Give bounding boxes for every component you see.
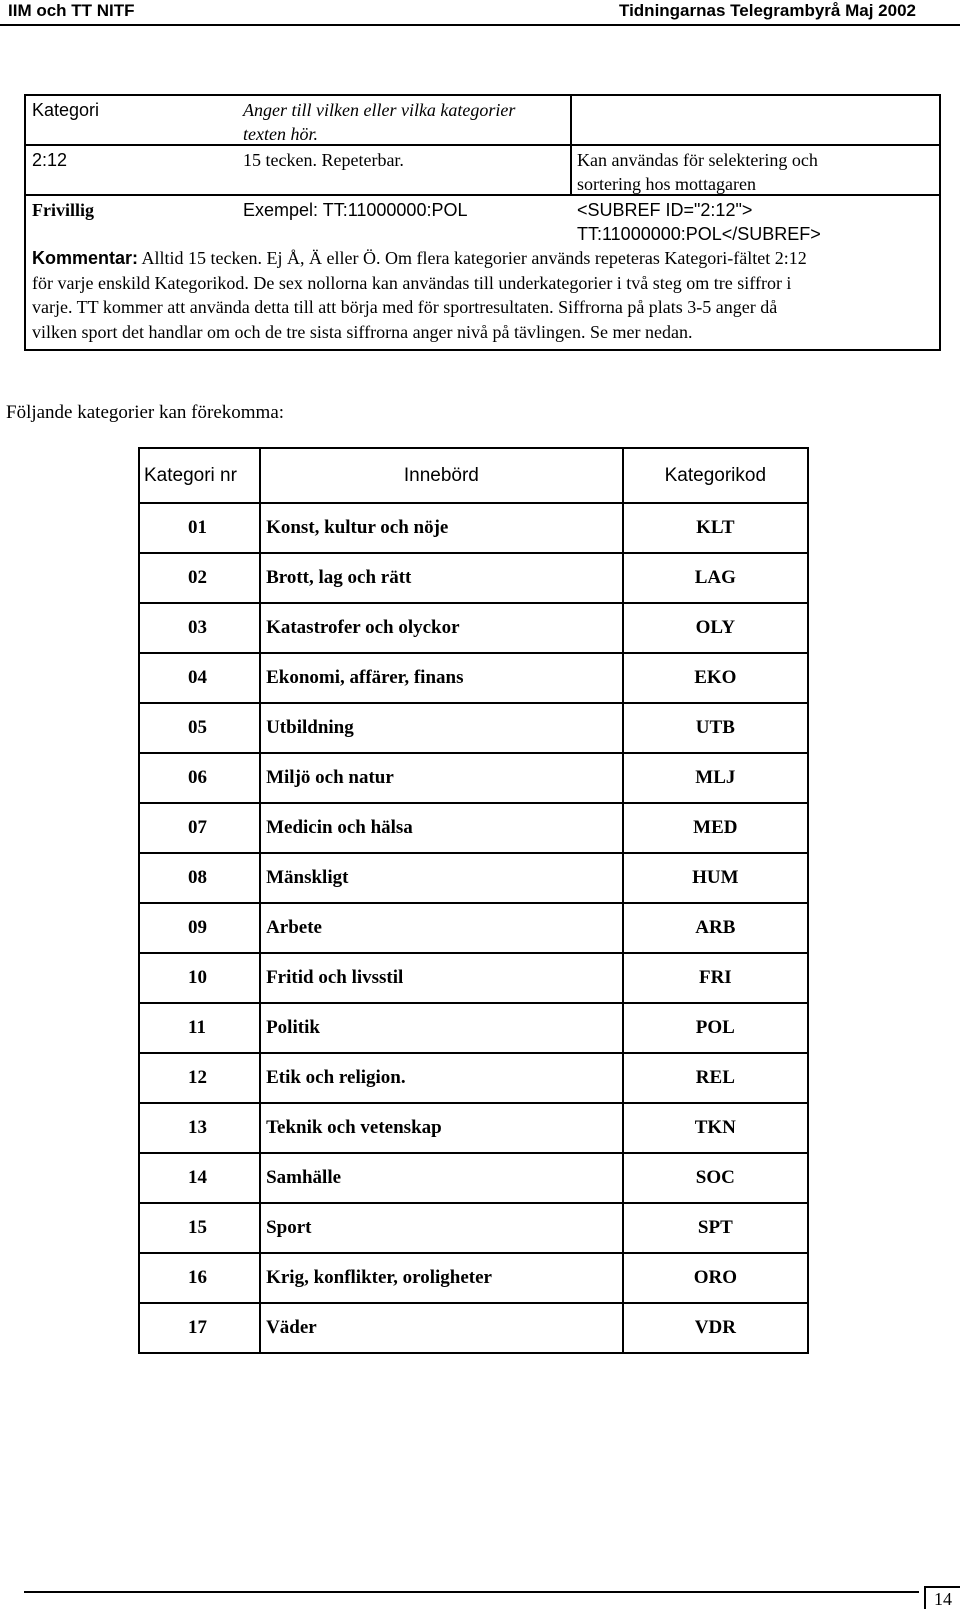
table-row <box>139 753 808 803</box>
category-code: POL <box>623 1003 808 1053</box>
column-header-number: Kategori nr <box>139 448 260 503</box>
spec-field-markup-2: TT:11000000:POL</SUBREF> <box>577 224 821 244</box>
spec-field-use-1: Kan användas för selektering och <box>577 150 818 170</box>
table-row <box>139 853 808 903</box>
category-meaning: Väder <box>260 1303 623 1353</box>
category-code: REL <box>623 1053 808 1103</box>
spec-rule <box>570 96 572 146</box>
table-row <box>139 553 808 603</box>
category-code: OLY <box>623 603 808 653</box>
category-code: LAG <box>623 553 808 603</box>
table-row <box>139 1303 808 1353</box>
category-number: 14 <box>139 1153 260 1203</box>
category-number: 02 <box>139 553 260 603</box>
category-number: 16 <box>139 1253 260 1303</box>
spec-field-markup-1: <SUBREF ID="2:12"> <box>577 200 753 220</box>
category-meaning: Teknik och vetenskap <box>260 1103 623 1153</box>
table-row <box>139 603 808 653</box>
category-number: 13 <box>139 1103 260 1153</box>
category-number: 01 <box>139 503 260 553</box>
category-code: VDR <box>623 1303 808 1353</box>
header-right-title: Tidningarnas Telegrambyrå Maj 2002 <box>619 1 916 20</box>
table-row <box>139 1003 808 1053</box>
category-number: 12 <box>139 1053 260 1103</box>
category-meaning: Mänskligt <box>260 853 623 903</box>
table-row <box>139 803 808 853</box>
category-meaning: Sport <box>260 1203 623 1253</box>
category-code: ARB <box>623 903 808 953</box>
spec-field-example: Exempel: TT:11000000:POL <box>243 200 468 220</box>
category-meaning: Katastrofer och olyckor <box>260 603 623 653</box>
table-row <box>139 703 808 753</box>
spec-field-length: 15 tecken. Repeterbar. <box>243 150 404 170</box>
category-code: FRI <box>623 953 808 1003</box>
category-meaning: Krig, konflikter, oroligheter <box>260 1253 623 1303</box>
category-meaning: Miljö och natur <box>260 753 623 803</box>
category-code: UTB <box>623 703 808 753</box>
spec-field-name: Kategori <box>32 100 100 120</box>
category-code: MED <box>623 803 808 853</box>
spec-field-desc-1: Anger till vilken eller vilka kategorier <box>243 100 516 120</box>
category-code: HUM <box>623 853 808 903</box>
category-code: ORO <box>623 1253 808 1303</box>
table-row <box>139 953 808 1003</box>
category-number: 11 <box>139 1003 260 1053</box>
category-meaning: Ekonomi, affärer, finans <box>260 653 623 703</box>
intro-text: Följande kategorier kan förekomma: <box>6 402 285 423</box>
comment-label: Kommentar: <box>32 248 139 268</box>
spec-field-use-2: sortering hos mottagaren <box>577 174 756 194</box>
category-number: 15 <box>139 1203 260 1253</box>
column-header-meaning: Innebörd <box>260 448 623 503</box>
category-meaning: Etik och religion. <box>260 1053 623 1103</box>
spec-rule <box>26 194 941 196</box>
category-code: MLJ <box>623 753 808 803</box>
spec-field-code: 2:12 <box>32 150 68 170</box>
category-code: EKO <box>623 653 808 703</box>
category-number: 05 <box>139 703 260 753</box>
category-code: SPT <box>623 1203 808 1253</box>
table-row <box>139 1203 808 1253</box>
table-row <box>139 1153 808 1203</box>
category-meaning: Medicin och hälsa <box>260 803 623 853</box>
category-meaning: Arbete <box>260 903 623 953</box>
category-meaning: Politik <box>260 1003 623 1053</box>
category-code: SOC <box>623 1153 808 1203</box>
page-header <box>0 0 960 26</box>
category-meaning: Samhälle <box>260 1153 623 1203</box>
category-code: KLT <box>623 503 808 553</box>
spec-rule <box>571 144 941 146</box>
field-spec-table <box>24 94 941 351</box>
category-meaning: Fritid och livsstil <box>260 953 623 1003</box>
table-row <box>139 903 808 953</box>
comment-line: Alltid 15 tecken. Ej Å, Ä eller Ö. Om flera kategorier används repeteras Kategori-fältet 2:12 <box>141 248 807 268</box>
category-table <box>138 447 809 1354</box>
comment-line: för varje enskild Kategorikod. De sex nollorna kan användas till underkategorier i två steg om tre siffror i <box>32 272 792 293</box>
category-number: 08 <box>139 853 260 903</box>
category-code: TKN <box>623 1103 808 1153</box>
category-number: 07 <box>139 803 260 853</box>
spec-comment <box>32 246 932 344</box>
footer-rule <box>24 1591 919 1593</box>
table-row <box>139 653 808 703</box>
page-number: 14 <box>924 1586 960 1609</box>
category-number: 04 <box>139 653 260 703</box>
spec-rule <box>570 144 572 196</box>
category-number: 06 <box>139 753 260 803</box>
category-meaning: Konst, kultur och nöje <box>260 503 623 553</box>
table-row <box>139 503 808 553</box>
column-header-code: Kategorikod <box>623 448 808 503</box>
category-table-header <box>139 448 808 503</box>
spec-field-desc-2: texten hör. <box>243 124 318 144</box>
table-row <box>139 1103 808 1153</box>
category-number: 17 <box>139 1303 260 1353</box>
category-meaning: Utbildning <box>260 703 623 753</box>
category-number: 03 <box>139 603 260 653</box>
category-number: 10 <box>139 953 260 1003</box>
table-row <box>139 1253 808 1303</box>
category-meaning: Brott, lag och rätt <box>260 553 623 603</box>
header-left-title: IIM och TT NITF <box>8 1 135 20</box>
spec-field-optional: Frivillig <box>32 200 94 220</box>
table-row <box>139 1053 808 1103</box>
category-number: 09 <box>139 903 260 953</box>
comment-line: vilken sport det handlar om och de tre sista siffrorna anger nivå på tävlingen. Se mer nedan. <box>32 321 693 342</box>
comment-line: varje. TT kommer att använda detta till att börja med för sportresultaten. Siffrorna på plats 3-5 anger då <box>32 297 778 317</box>
